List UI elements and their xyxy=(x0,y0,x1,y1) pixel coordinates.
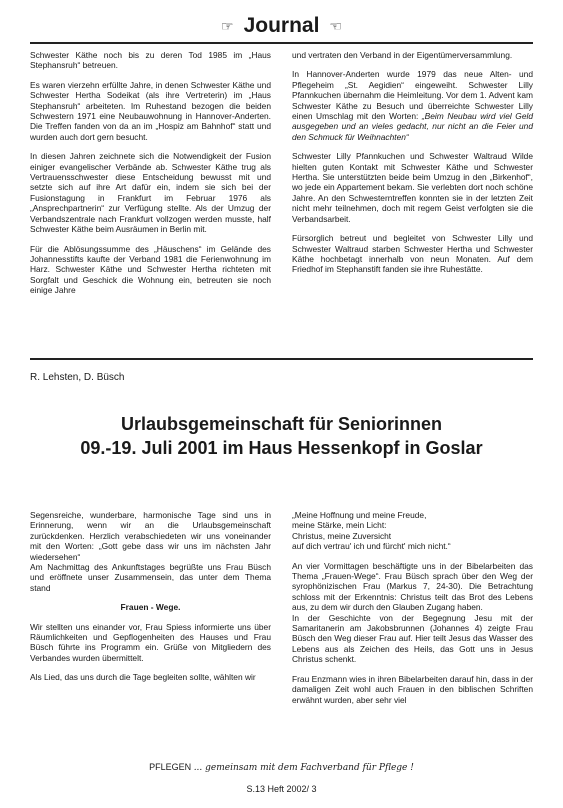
section-heading: Frauen - Wege. xyxy=(120,602,181,613)
top-left-column xyxy=(30,50,271,296)
pointing-hand-right-icon: ☜ xyxy=(329,17,342,34)
paragraph: Schwester Käthe noch bis zu deren Tod 1985 im „Haus Stephansruh“ betreuen. xyxy=(30,50,271,71)
quote-italic: „Beim Neubau wird viel Geld ausgegeben und an vieles gedacht, nur nicht an die Feier und den Schmuck für Weihnachten“ xyxy=(292,111,533,142)
footer-slogan xyxy=(0,762,563,773)
footer-brand: PFLEGEN xyxy=(149,762,192,772)
paragraph xyxy=(292,69,533,142)
article-title-line-2: 09.-19. Juli 2001 im Haus Hessenkopf in Goslar xyxy=(80,438,483,458)
journal-header xyxy=(0,14,563,38)
header-rule xyxy=(30,42,533,44)
paragraph: Für die Ablösungssumme des „Häuschens“ im Gelände des Johannesstifts kaufte der Verband 1981 die Ferienwohnung im Harz. Schwester Käthe und Schwester Hertha richteten mit Sorgfalt und Geschick die Wohnung ein, betreuten sie noch einige Jahre xyxy=(30,243,271,296)
paragraph-text: In Hannover-Anderten wurde 1979 das neue Alten- und Pflegeheim „St. Aegidien“ eingeweiht. Schwester Lilly Pfannkuchen übernahm die Heimleitung. Vor dem 1. Advent kam Schwester Käthe zu Besuch und überreichte Schwester Lilly einen Umschlag mit den Worten: xyxy=(292,69,533,122)
song-line: auf dich vertrau' ich und fürcht' mich nicht.“ xyxy=(292,541,451,552)
paragraph: Es waren vierzehn erfüllte Jahre, in denen Schwester Käthe und Schwester Hertha Sodeikat (als ihre Vertreterin) im „Haus Stephansruh“ arbeiteten. Im Ruhestand bezogen die beiden Schwestern 1971 eine Neubauwohnung in Hannover-Anderten. Die Treffen fanden von da an im „Hospiz am Bahnhof“ statt und wurden auch dort gern besucht. xyxy=(30,79,271,142)
page-number: S.13 Heft 2002/ 3 xyxy=(246,784,317,794)
paragraph: Frau Enzmann wies in ihren Bibelarbeiten darauf hin, dass in der damaligen Zeit wohl auch Frauen in den biblischen Schriften erwähnt wurden, aber sehr viel xyxy=(292,673,533,705)
footer-slogan-text: ... gemeinsam mit dem Fachverband für Pflege ! xyxy=(193,763,414,773)
paragraph: Am Nachmittag des Ankunftstages begrüßte uns Frau Büsch und eröffnete unser Zusammensein, das unter dem Thema stand xyxy=(30,562,271,593)
song-line: meine Stärke, mein Licht: xyxy=(292,520,387,531)
bottom-left-column xyxy=(30,510,271,683)
pointing-hand-left-icon: ☞ xyxy=(221,17,234,34)
paragraph: Fürsorglich betreut und begleitet von Schwester Lilly und Schwester Waltraud starben Schwester Hertha und Schwester Käthe hochbetagt innerhalb von neun Monaten. Auf dem Friedhof im Stephanstift fanden sie ihre Ruhestätte. xyxy=(292,233,533,275)
journal-title: Journal xyxy=(243,14,320,37)
paragraph: An vier Vormittagen beschäftigte uns in der Bibelarbeiten das Thema „Frauen-Wege“. Frau Büsch sprach über den Weg der syrophönizischen Frau (Markus 7, 24-30). Die Betrachtung schloss mit der Erkenntnis: Christus teilt das Brot des Lebens aus, zu dem wir durch den Glauben Zugang haben. xyxy=(292,560,533,613)
top-right-column xyxy=(292,50,533,275)
paragraph: und vertraten den Verband in der Eigentümerversammlung. xyxy=(292,50,513,60)
article-title-line-1: Urlaubsgemeinschaft für Seniorinnen xyxy=(120,414,443,434)
song-line: „Meine Hoffnung und meine Freude, xyxy=(292,510,427,520)
section-rule xyxy=(30,358,533,360)
paragraph: In diesen Jahren zeichnete sich die Notwendigkeit der Fusion einiger evangelischer Verbände ab. Schwester Käthe trug als Vertrauensschwester diese Entscheidung bewusst mit und setzte sich auf ihre Art dafür ein, indem sie sich bei der Fusionstagung in Frankfurt im Februar 1976 als „Ansprechpartnerin“ zur Verfügung stellte. Als der Umzug der Verbandszentrale nach Frankfurt vollzogen werden musste, half Schwester Käthe beim Ausräumen in Berlin mit. xyxy=(30,151,271,235)
paragraph: Schwester Lilly Pfannkuchen und Schwester Waltraud Wilde hielten guten Kontakt mit Schwester Käthe und Schwester Hertha. Sie unterstützten beide beim Umzug in den „Birkenhof“, wo jede ein Appartement bekam. Sie verlebten dort noch schöne Jahre. An den Schwesterntreffen konnten sie in der letzten Zeit nicht mehr teilnehmen, doch mit regem Geist verfolgten sie die Verbandsarbeit. xyxy=(292,151,533,224)
paragraph: Als Lied, das uns durch die Tage begleiten sollte, wählten wir xyxy=(30,672,256,683)
article-authors: R. Lehsten, D. Büsch xyxy=(30,372,125,383)
bottom-right-column xyxy=(292,510,533,705)
paragraph: In der Geschichte von der Begegnung Jesu mit der Samaritanerin am Jakobsbrunnen (Johannes 4) zeigte Frau Büsch den Weg dieser Frau auf. Hier teilt Jesus das Wasser des Lebens aus als Zeichen des Heils, das Gott uns in Jesus Christus schenkt. xyxy=(292,612,533,665)
song-line: Christus, meine Zuversicht xyxy=(292,530,392,541)
paragraph: Wir stellten uns einander vor, Frau Spiess informierte uns über Räumlichkeiten und Gepflogenheiten des Hauses und Frau Büsch führte ins Programm ein. Grüße von Mitgliedern des Verbandes wurden übermittelt. xyxy=(30,621,271,663)
paragraph: Segensreiche, wunderbare, harmonische Tage sind uns in Erinnerung, wenn wir an die Urlaubsgemeinschaft zurückdenken. Herzlich verabschiedeten wir uns voneinander mit den Worten: „Gott gebe dass wir uns im nächsten Jahr wiedersehen“ xyxy=(30,510,271,562)
